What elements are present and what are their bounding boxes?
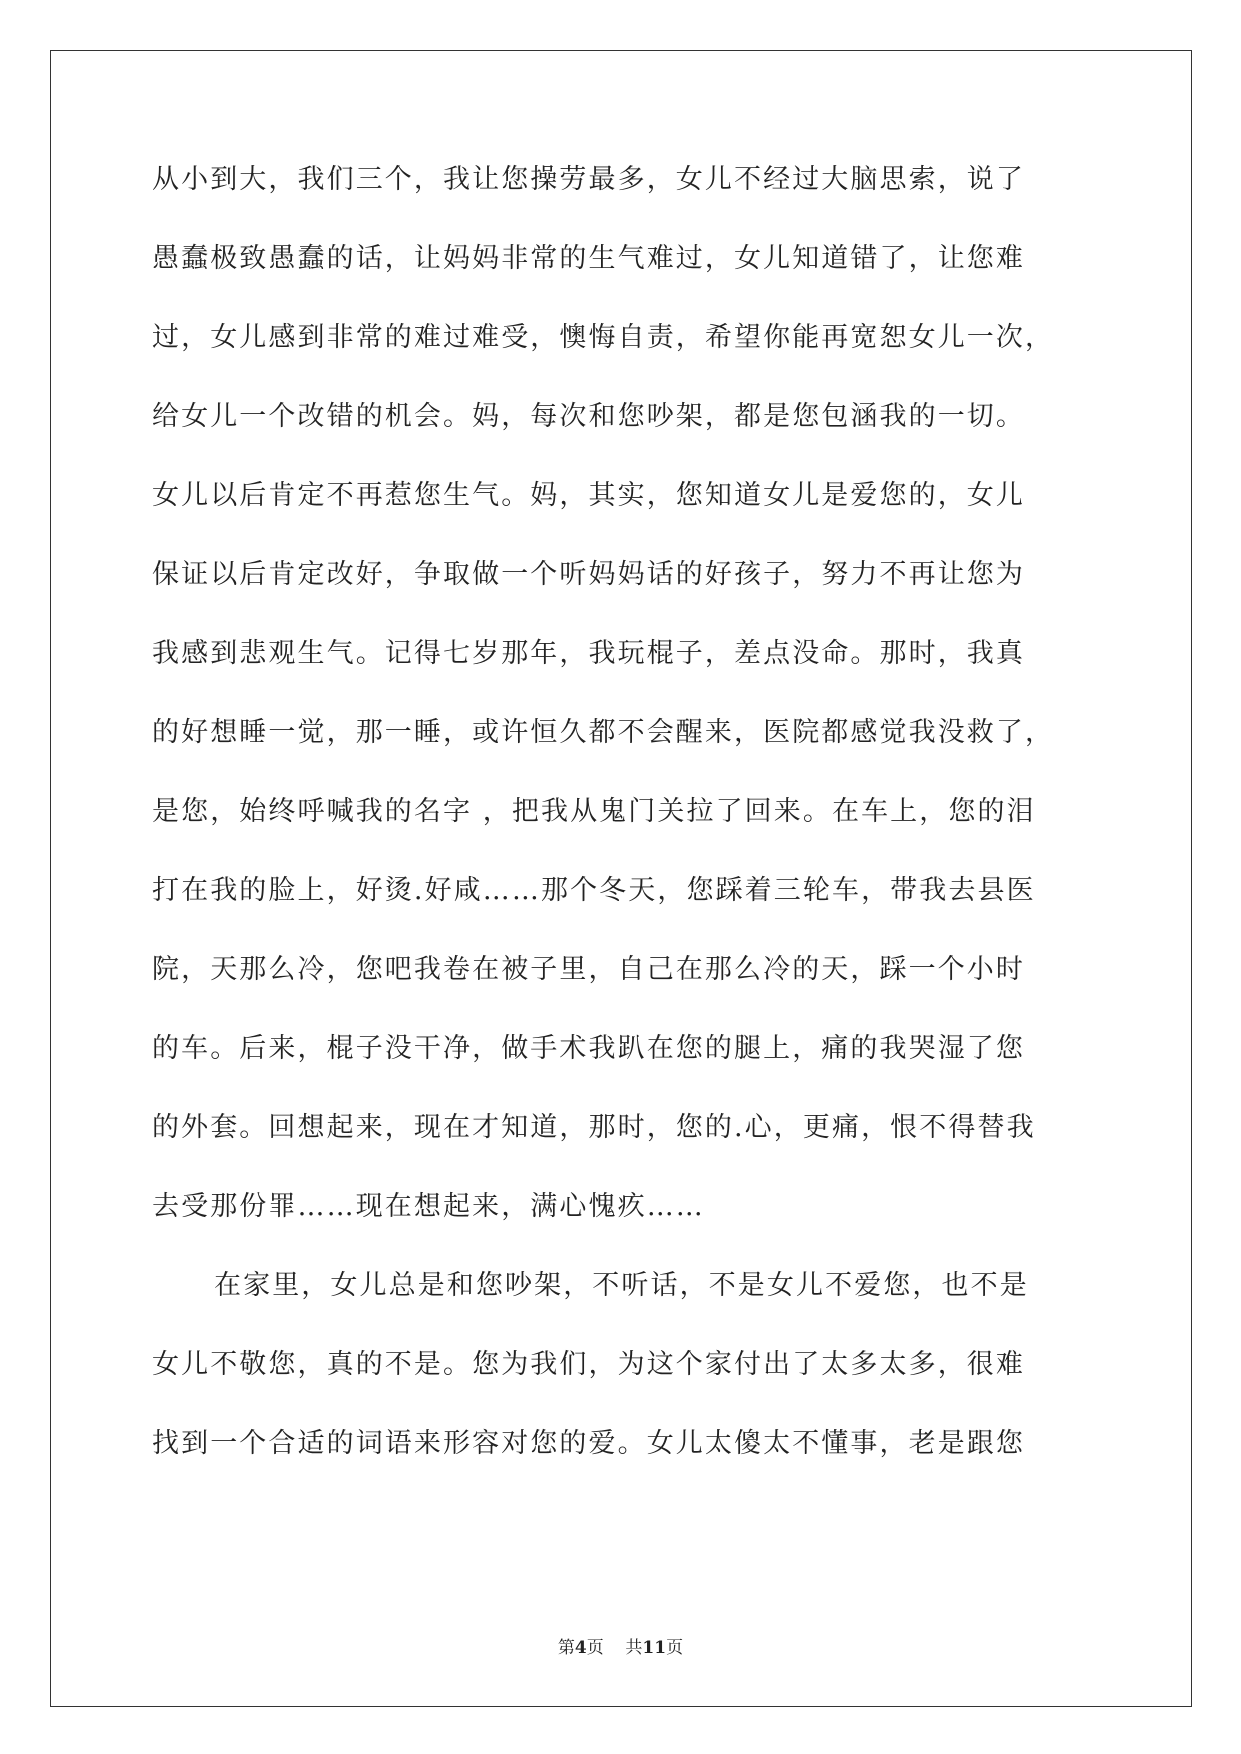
text-line: 打在我的脸上，好烫.好咸……那个冬天，您踩着三轮车，带我去县医: [152, 875, 1036, 906]
text-line: 女儿以后肯定不再惹您生气。妈，其实，您知道女儿是爱您的，女儿: [152, 480, 1025, 511]
total-pages: 11: [642, 1638, 667, 1658]
total-prefix: 共: [625, 1638, 643, 1658]
document-body: [152, 140, 1092, 1483]
text-line: 的车。后来，棍子没干净，做手术我趴在您的腿上，痛的我哭湿了您: [152, 1033, 1025, 1064]
text-line: 女儿不敬您，真的不是。您为我们，为这个家付出了太多太多，很难: [152, 1349, 1025, 1380]
page-suffix: 页: [586, 1638, 604, 1658]
text-line: 找到一个合适的词语来形容对您的爱。女儿太傻太不懂事，老是跟您: [152, 1428, 1025, 1459]
text-line: 从小到大，我们三个，我让您操劳最多，女儿不经过大脑思索，说了: [152, 164, 1025, 195]
paragraph-start-line: 在家里，女儿总是和您吵架，不听话，不是女儿不爱您，也不是: [214, 1270, 1029, 1301]
text-line: 保证以后肯定改好，争取做一个听妈妈话的好孩子，努力不再让您为: [152, 559, 1025, 590]
text-line: 给女儿一个改错的机会。妈，每次和您吵架，都是您包涵我的一切。: [152, 401, 1025, 432]
page-prefix: 第: [557, 1638, 575, 1658]
text-line: 院，天那么冷，您吧我卷在被子里，自己在那么冷的天，踩一个小时: [152, 954, 1025, 985]
page-footer: [0, 1633, 1241, 1658]
text-line: 是您，始终呼喊我的名字 ，把我从鬼门关拉了回来。在车上，您的泪: [152, 796, 1036, 827]
text-line: 的外套。回想起来，现在才知道，那时，您的.心，更痛，恨不得替我: [152, 1112, 1036, 1143]
page-number: 4: [574, 1638, 587, 1658]
text-line: 去受那份罪……现在想起来，满心愧疚……: [152, 1191, 705, 1222]
text-line: 的好想睡一觉，那一睡，或许恒久都不会醒来，医院都感觉我没救了，: [152, 717, 1055, 748]
text-line: 我感到悲观生气。记得七岁那年，我玩棍子，差点没命。那时，我真: [152, 638, 1025, 669]
text-line: 愚蠢极致愚蠢的话，让妈妈非常的生气难过，女儿知道错了，让您难: [152, 243, 1025, 274]
text-line: 过，女儿感到非常的难过难受，懊悔自责，希望你能再宽恕女儿一次，: [152, 322, 1055, 353]
total-suffix: 页: [666, 1638, 684, 1658]
